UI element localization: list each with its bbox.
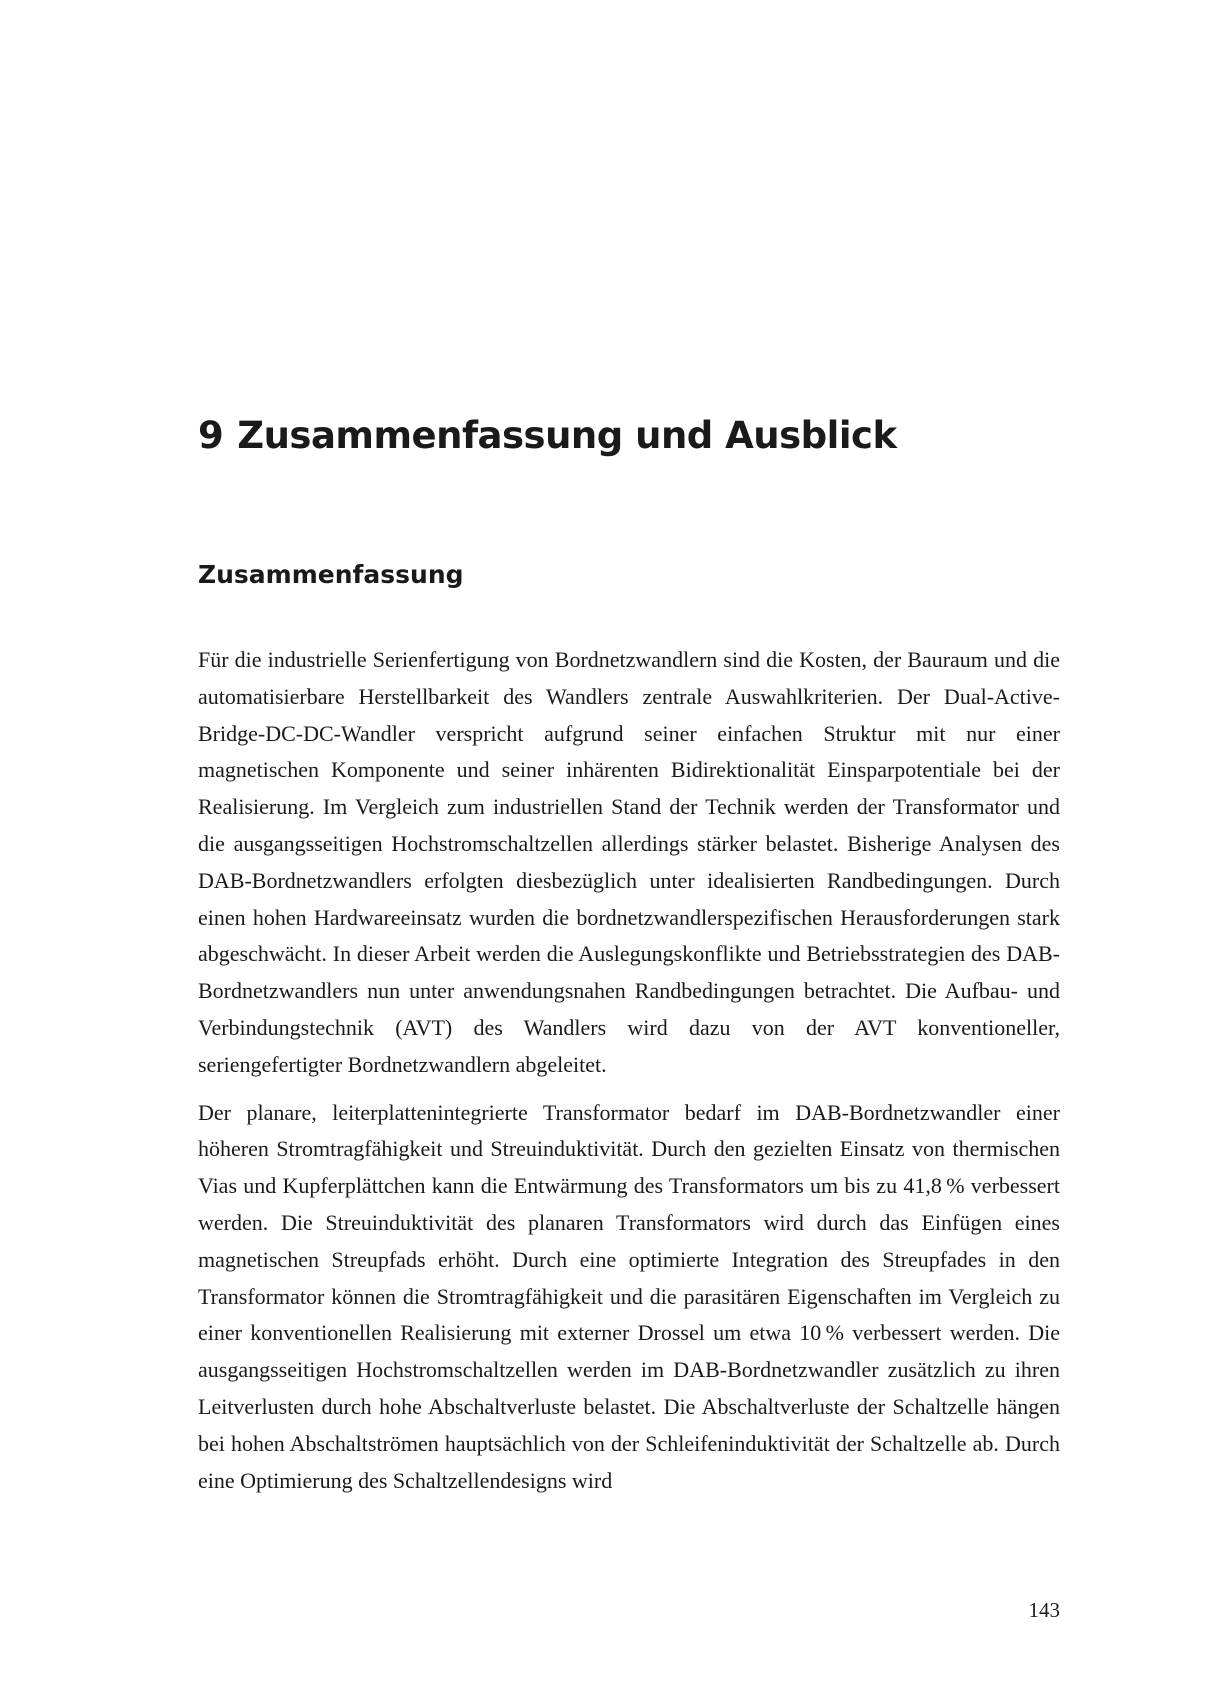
body-text xyxy=(198,642,1060,1510)
paragraph: Der planare, leiterplattenintegrierte Transformator bedarf im DAB-Bordnetzwandler einer höheren Stromtragfähigkeit und Streuinduktivität. Durch den gezielten Einsatz von thermischen Vias und Kupferplättchen kann die Entwärmung des Transformators um bis zu 41,8 % verbessert werden. Die Streuinduktivität des planaren Transformators wird durch das Einfügen eines magnetischen Streupfads erhöht. Durch eine optimierte Integration des Streupfades in den Transformator können die Stromtragfähigkeit und die parasitären Eigenschaften im Vergleich zu einer konventionellen Realisierung mit externer Drossel um etwa 10 % verbessert werden. Die ausgangsseitigen Hochstromschaltzellen werden im DAB-Bordnetzwandler zusätzlich zu ihren Leitverlusten durch hohe Abschaltverluste belastet. Die Abschaltverluste der Schaltzelle hängen bei hohen Abschaltströmen hauptsächlich von der Schleifeninduktivität der Schaltzelle ab. Durch eine Optimierung des Schaltzellendesigns wird xyxy=(198,1099,1060,1493)
chapter-number: 9 xyxy=(198,414,224,457)
paragraph: Für die industrielle Serienfertigung von Bordnetzwandlern sind die Kosten, der Bauraum und die automatisierbare Herstellbarkeit des Wandlers zentrale Auswahlkriterien. Der Dual-Active-Bridge-DC-DC-Wandler verspricht aufgrund seiner einfachen Struktur mit nur einer magnetischen Komponente und seiner inhärenten Bidirektionalität Einsparpotentiale bei der Realisierung. Im Vergleich zum industriellen Stand der Technik werden der Transformator und die ausgangsseitigen Hochstromschaltzellen allerdings stärker belastet. Bisherige Analysen des DAB-Bordnetzwandlers erfolgten diesbezüglich unter idealisierten Randbedingungen. Durch einen hohen Hardwareeinsatz wurden die bordnetzwandlerspezifischen Herausforderungen stark abgeschwächt. In dieser Arbeit werden die Auslegungskonflikte und Betriebsstrategien des DAB-Bordnetzwandlers nun unter anwendungsnahen Randbedingungen betrachtet. Die Aufbau- und Verbindungstechnik (AVT) des Wandlers wird dazu von der AVT konventioneller, seriengefertigter Bordnetzwandlern abgeleitet. xyxy=(198,647,1060,1077)
chapter-heading xyxy=(198,414,897,458)
page-number: 143 xyxy=(1028,1598,1060,1622)
chapter-title: Zusammenfassung und Ausblick xyxy=(237,414,897,457)
section-heading: Zusammenfassung xyxy=(198,560,464,589)
